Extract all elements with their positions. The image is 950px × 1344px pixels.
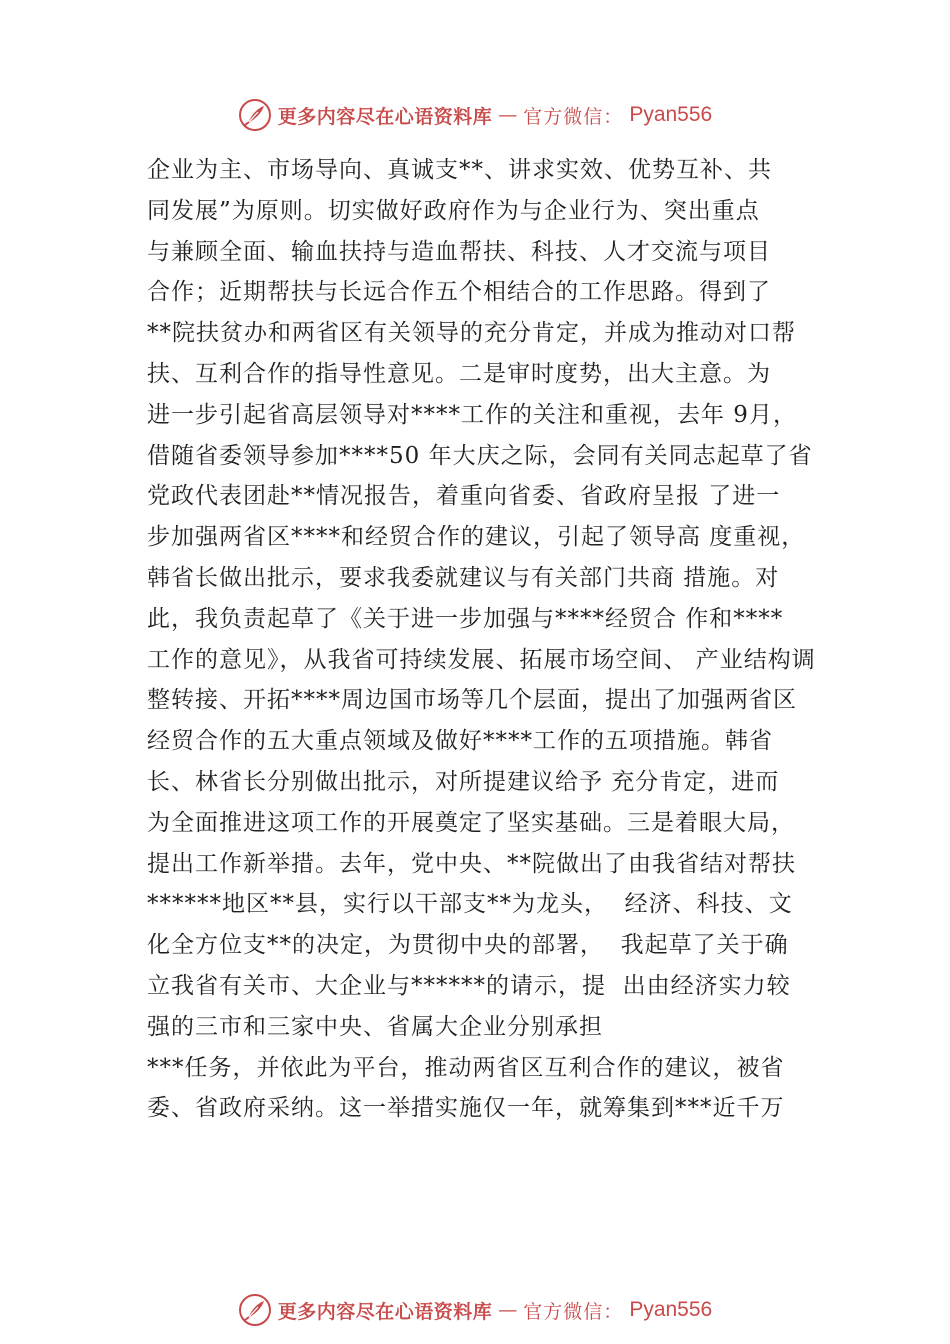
banner-separator: — bbox=[498, 1299, 518, 1321]
body-line: 整转接、开拓****周边国市场等几个层面，提出了加强两省区 bbox=[147, 687, 797, 714]
banner-wechat-label: 官方微信： bbox=[523, 105, 624, 128]
body-line: 工作的意见》，从我省可持续发展、拓展市场空间、 产业结构调 bbox=[147, 646, 816, 673]
body-line: 立我省有关市、大企业与******的请示，提 出由经济实力较 bbox=[147, 972, 791, 999]
body-line: 韩省长做出批示，要求我委就建议与有关部门共商 措施。对 bbox=[147, 564, 780, 591]
banner-title: 更多内容尽在心语资料库 bbox=[277, 105, 493, 128]
body-line: ***任务，并依此为平台，推动两省区互利合作的建议，被省 bbox=[147, 1054, 785, 1081]
feather-pen-logo-icon bbox=[238, 98, 272, 132]
document-body bbox=[147, 150, 837, 1129]
body-line: 提出工作新举措。去年，党中央、**院做出了由我省结对帮扶 bbox=[147, 850, 796, 877]
footer-banner bbox=[0, 1290, 950, 1330]
banner-wechat-label: 官方微信： bbox=[523, 1300, 624, 1323]
body-line: 企业为主、市场导向、真诚支**、讲求实效、优势互补、共 bbox=[147, 157, 772, 183]
body-line: 为全面推进这项工作的开展奠定了坚实基础。三是着眼大局， bbox=[147, 809, 795, 836]
body-line: 与兼顾全面、输血扶持与造血帮扶、科技、人才交流与项目 bbox=[147, 238, 771, 265]
body-line: 强的三市和三家中央、省属大企业分别承担 bbox=[147, 1013, 603, 1040]
body-line: ******地区**县，实行以干部支**为龙头， 经济、科技、文 bbox=[147, 891, 793, 918]
body-line: 党政代表团赴**情况报告，着重向省委、省政府呈报 了进一 bbox=[147, 483, 781, 510]
banner-title: 更多内容尽在心语资料库 bbox=[277, 1300, 493, 1323]
body-line: 扶、互利合作的指导性意见。二是审时度势，出大主意。为 bbox=[147, 360, 771, 387]
body-line: 步加强两省区****和经贸合作的建议，引起了领导高 度重视， bbox=[147, 524, 806, 551]
body-line: 长、林省长分别做出批示，对所提建议给予 充分肯定，进而 bbox=[147, 768, 780, 795]
body-line: **院扶贫办和两省区有关领导的充分肯定，并成为推动对口帮 bbox=[147, 320, 796, 347]
body-line: 同发展”为原则。切实做好政府作为与企业行为、突出重点 bbox=[147, 197, 760, 224]
header-banner bbox=[0, 95, 950, 135]
body-line: 此，我负责起草了《关于进一步加强与****经贸合 作和**** bbox=[147, 605, 784, 632]
body-line: 合作；近期帮扶与长远合作五个相结合的工作思路。得到了 bbox=[147, 279, 771, 306]
body-line: 进一步引起省高层领导对****工作的关注和重视，去年 9月， bbox=[147, 401, 797, 428]
feather-pen-logo-icon bbox=[238, 1293, 272, 1327]
body-line: 委、省政府采纳。这一举措实施仅一年，就筹集到***近千万 bbox=[147, 1095, 785, 1122]
banner-wechat-id: Pyan556 bbox=[629, 103, 713, 126]
body-line: 借随省委领导参加****50 年大庆之际，会同有关同志起草了省 bbox=[147, 442, 813, 469]
body-line: 经贸合作的五大重点领域及做好****工作的五项措施。韩省 bbox=[147, 728, 773, 755]
banner-separator: — bbox=[498, 104, 518, 126]
banner-wechat-id: Pyan556 bbox=[629, 1298, 713, 1321]
body-line: 化全方位支**的决定，为贯彻中央的部署， 我起草了关于确 bbox=[147, 932, 789, 959]
